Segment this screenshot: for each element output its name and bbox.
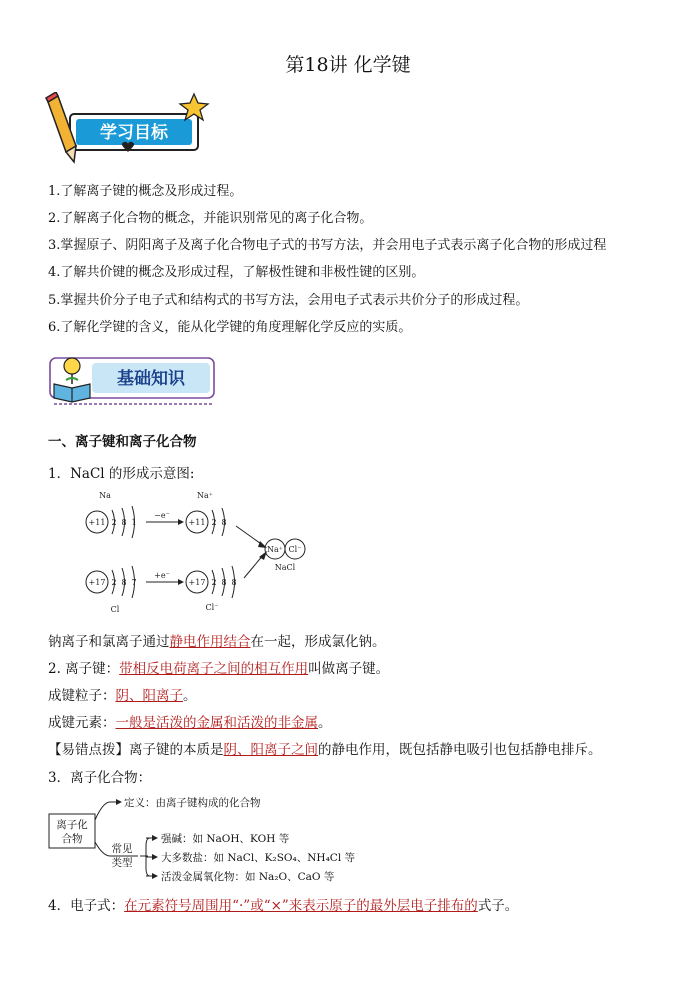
item-1-heading: 1．NaCl 的形成示意图: [48, 466, 195, 482]
section-heading-1: 一、离子键和离子化合物 [48, 434, 197, 450]
cl-ion-shell-3: 8 [231, 578, 237, 587]
objective-5: 5.掌握共价分子电子式和结构式的书写方法，会用电子式表示共价分子的形成过程。 [48, 293, 529, 308]
lose-electron-label: −e⁻ [154, 511, 170, 520]
para5-answer: 阴、阳离子之间 [223, 742, 318, 758]
paragraph-6 [48, 894, 518, 914]
na-ion-nucleus: +11 [188, 518, 206, 527]
na-shell-3: 1 [131, 518, 137, 527]
para1-text-c: 在一起，形成氯化钠。 [250, 634, 386, 650]
para2-answer: 带相反电荷离子之间的相互作用 [119, 661, 309, 677]
objective-2: 2.了解离子化合物的概念，并能识别常见的离子化合物。 [48, 211, 373, 226]
tree-types-line1: 常见 [111, 843, 133, 855]
objective-6: 6.了解化学键的含义，能从化学键的角度理解化学反应的实质。 [48, 320, 412, 335]
basic-knowledge-badge [44, 350, 219, 410]
objective-1: 1.了解离子键的概念及形成过程。 [48, 184, 243, 199]
paragraph-4 [48, 711, 332, 731]
para4-text-c: 。 [318, 715, 332, 731]
product-na: Na⁺ [267, 545, 283, 554]
tree-types-line2: 类型 [111, 857, 133, 869]
para1-text-a: 钠离子和氯离子通过 [48, 634, 170, 650]
cl-ion-shell-1: 2 [211, 578, 217, 587]
ionic-compound-tree [48, 790, 368, 884]
na-ion-label: Na⁺ [197, 491, 213, 500]
cl-ion-shell-2: 8 [221, 578, 227, 587]
para4-text-a: 成键元素： [48, 715, 116, 731]
page-title: 第18讲 化学键 [285, 54, 411, 76]
product-label: NaCl [274, 563, 296, 572]
item-3-heading: 3．离子化合物： [48, 770, 152, 786]
objective-4: 4.了解共价键的概念及形成过程，了解极性键和非极性键的区别。 [48, 265, 425, 280]
cl-shell-3: 7 [131, 578, 137, 587]
objective-3: 3.掌握原子、阴阳离子及离子化合物电子式的书写方法，并会用电子式表示离子化合物的形成过程 [48, 238, 607, 253]
paragraph-1 [48, 630, 386, 650]
para6-text-c: 式子。 [477, 898, 519, 914]
cl-nucleus: +17 [88, 578, 106, 587]
na-label: Na [99, 491, 111, 500]
na-ion-shell-1: 2 [211, 518, 217, 527]
paragraph-3 [48, 684, 197, 704]
tree-type-salts: 大多数盐：如 NaCl、K₂SO₄、NH₄Cl 等 [161, 852, 356, 864]
tree-definition: 定义：由离子键构成的化合物 [124, 797, 261, 809]
para5-text-a: 【易错点拨】离子键的本质是 [48, 742, 224, 758]
tree-root-line2: 合物 [61, 833, 83, 845]
para6-text-a: 4．电子式： [48, 898, 125, 914]
learning-goals-badge [42, 92, 212, 164]
para2-text-c: 叫做离子键。 [308, 661, 390, 677]
paragraph-5 [48, 738, 602, 758]
na-shell-1: 2 [111, 518, 117, 527]
para3-text-c: 。 [183, 688, 197, 704]
cl-shell-1: 2 [111, 578, 117, 587]
product-cl: Cl⁻ [288, 545, 302, 554]
cl-shell-2: 8 [121, 578, 127, 587]
na-shell-2: 8 [121, 518, 127, 527]
para3-text-a: 成键粒子： [48, 688, 116, 704]
para1-answer: 静电作用结合 [169, 634, 251, 650]
cl-ion-nucleus: +17 [188, 578, 206, 587]
gain-electron-label: +e⁻ [154, 571, 170, 580]
paragraph-2 [48, 657, 389, 677]
nacl-formation-diagram [70, 482, 330, 614]
tree-type-oxides: 活泼金属氧化物：如 Na₂O、CaO 等 [161, 871, 335, 883]
para3-answer: 阴、阳离子 [115, 688, 183, 704]
tree-type-strong-base: 强碱：如 NaOH、KOH 等 [161, 833, 290, 845]
para6-answer: 在元素符号周围用“·”或“×”来表示原子的最外层电子排布的 [124, 898, 478, 914]
learning-goals-label: 学习目标 [100, 123, 168, 143]
na-ion-shell-2: 8 [221, 518, 227, 527]
para2-text-a: 2. 离子键： [48, 661, 120, 677]
cl-label: Cl [110, 605, 120, 614]
tree-root-line1: 离子化 [56, 819, 88, 831]
na-nucleus: +11 [88, 518, 106, 527]
para4-answer: 一般是活泼的金属和活泼的非金属 [115, 715, 318, 731]
basic-knowledge-label: 基础知识 [117, 369, 185, 389]
cl-ion-label: Cl⁻ [205, 603, 219, 612]
para5-text-c: 的静电作用，既包括静电吸引也包括静电排斥。 [318, 742, 602, 758]
